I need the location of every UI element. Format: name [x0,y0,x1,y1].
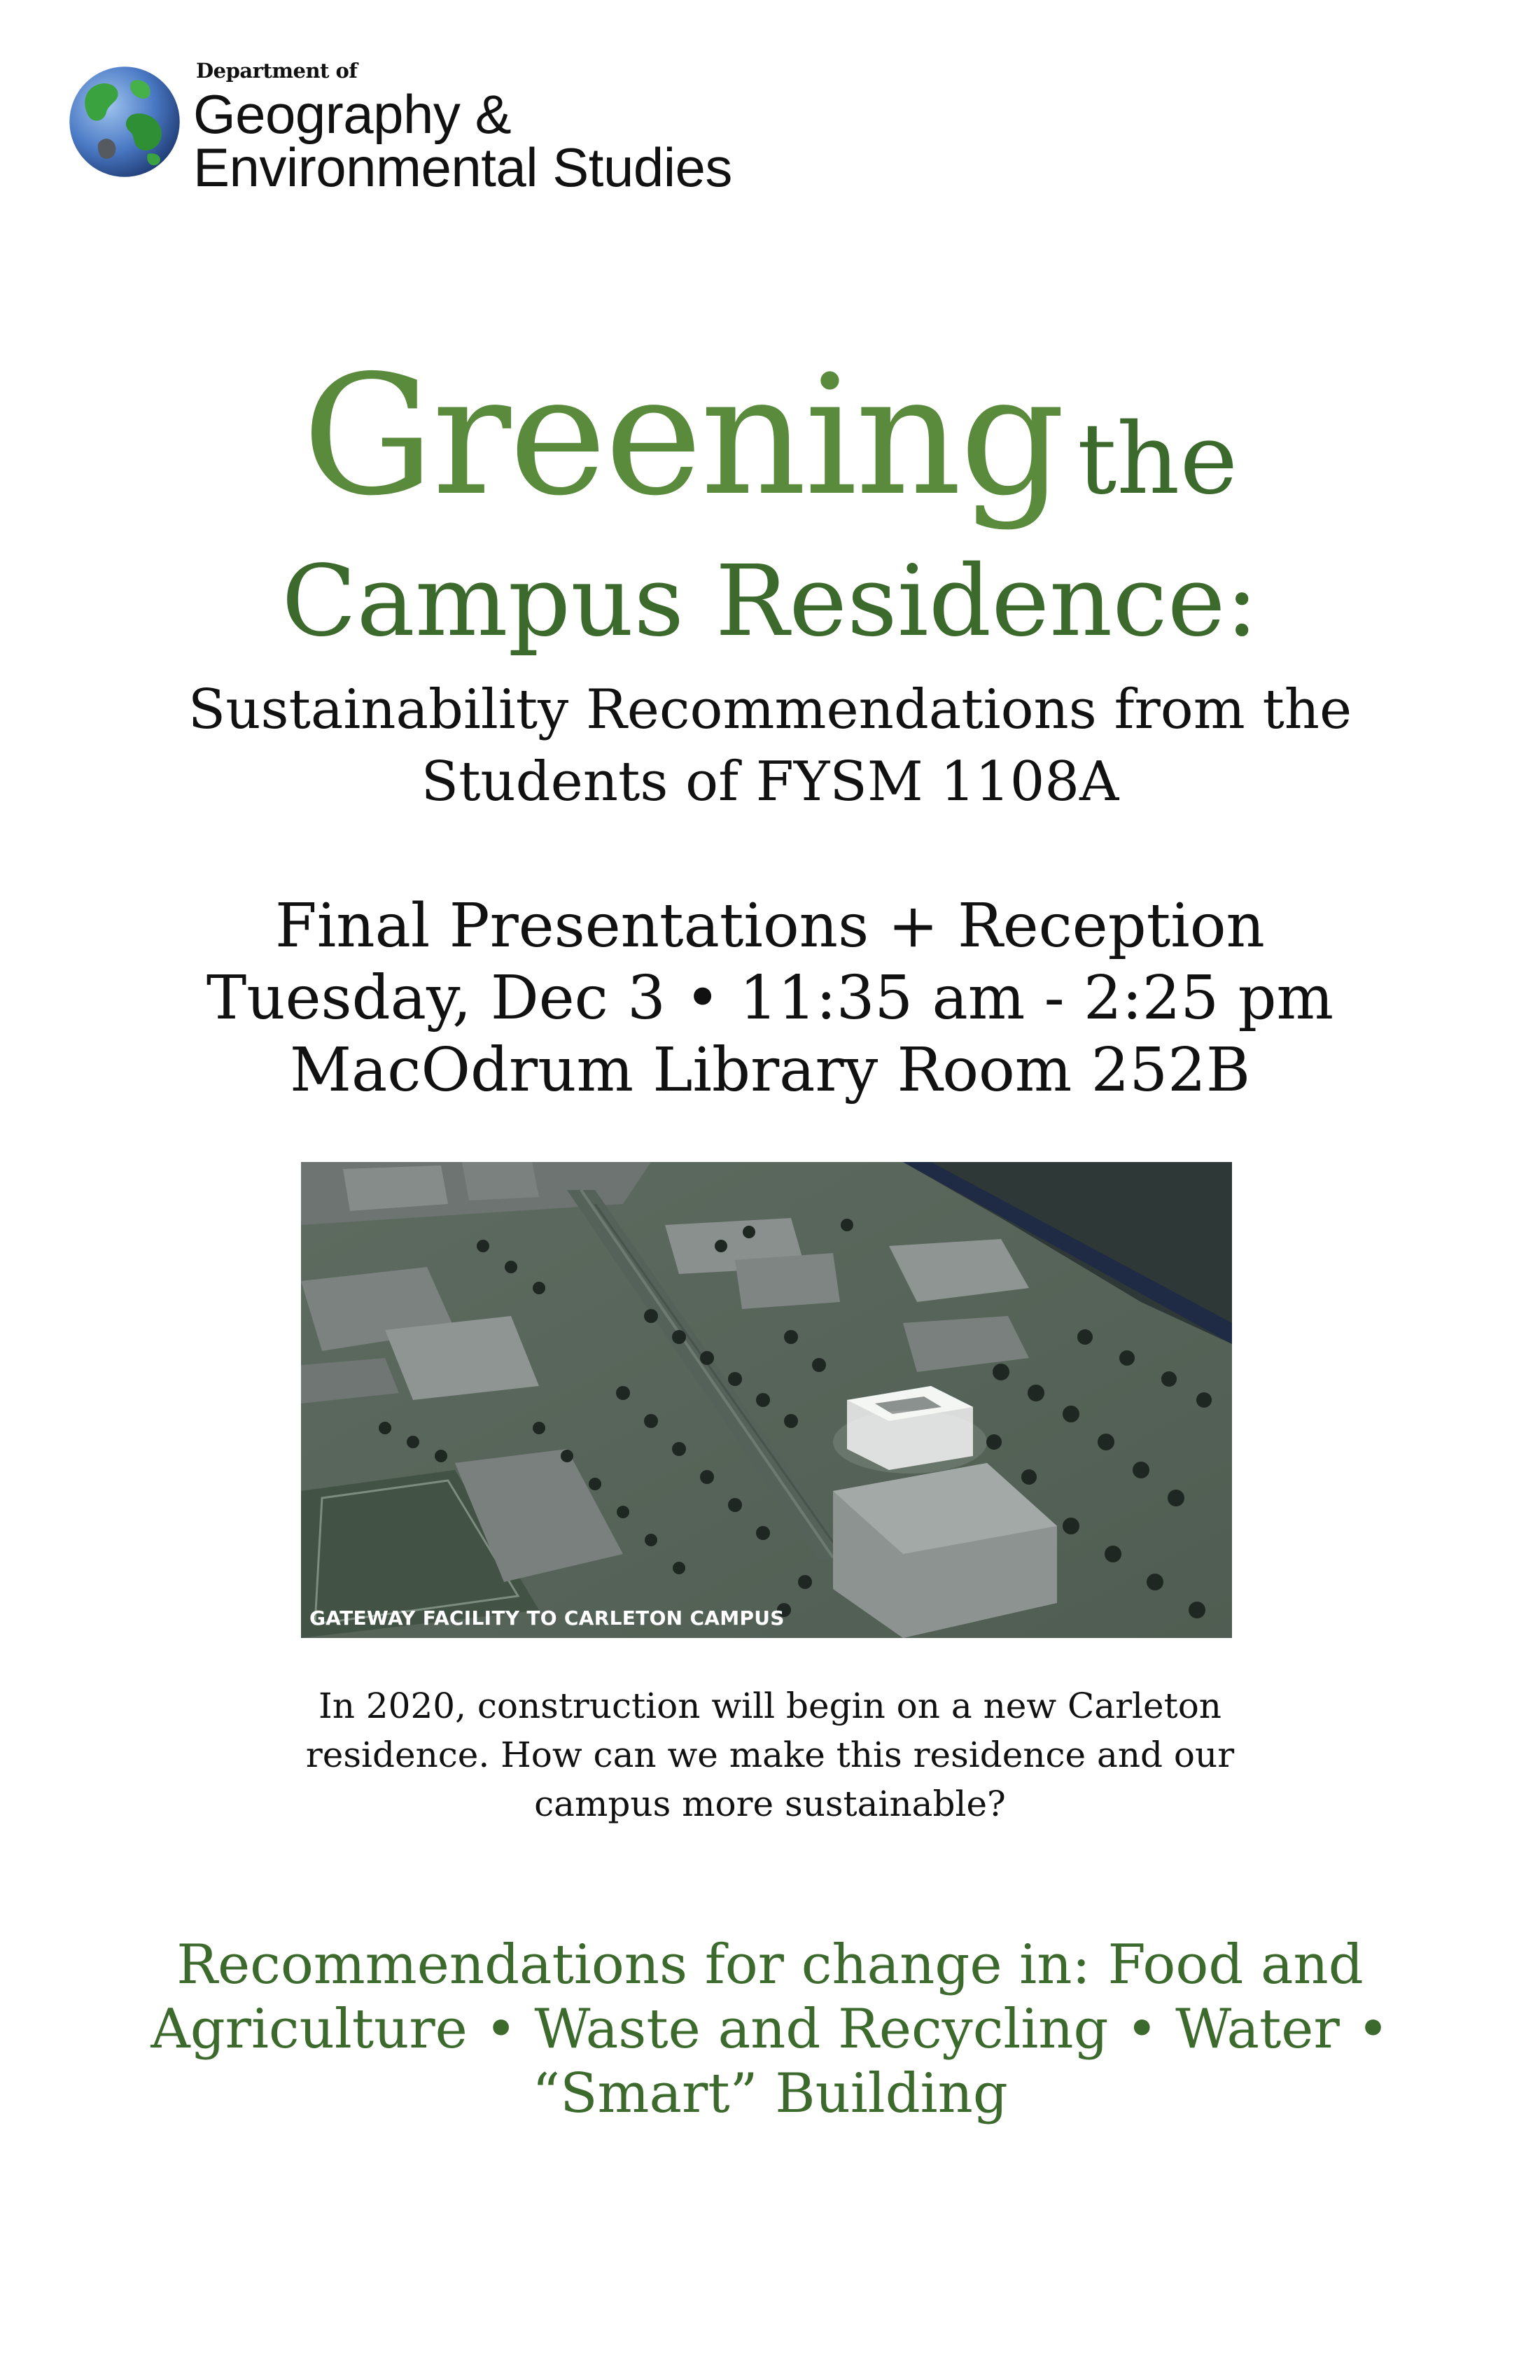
recommendations-line2: Agriculture • Waste and Recycling • Water • [150,1998,1390,2061]
title-the: the [1077,402,1238,517]
description-line2: residence. How can we make this residence and our [305,1735,1235,1775]
description-line1: In 2020, construction will begin on a new Carleton [318,1686,1222,1726]
event-date-time: Tuesday, Dec 3 • 11:35 am - 2:25 pm [206,963,1334,1033]
description-line3: campus more sustainable? [534,1784,1006,1824]
department-name-line2: Environmental Studies [193,136,732,198]
title-line1 [0,340,1540,536]
subtitle-line2: Students of FYSM 1108A [421,750,1119,813]
event-location: MacOdrum Library Room 252B [289,1035,1251,1105]
subtitle-line1: Sustainability Recommendations from the [188,678,1352,741]
image-caption: GATEWAY FACILITY TO CARLETON CAMPUS [309,1606,785,1630]
campus-aerial-illustration [301,1162,1232,1638]
globe-icon [67,64,182,179]
campus-render-image [301,1162,1232,1638]
recommendations-line1: Recommendations for change in: Food and [176,1933,1364,1996]
department-name-line1: Geography & [193,83,512,145]
title-greening: Greening [302,340,1063,532]
department-logo [67,59,837,199]
department-label: Department of [196,59,358,83]
event-title: Final Presentations + Reception [275,891,1265,961]
title-line2: Campus Residence: [281,545,1259,659]
recommendations-line3: “Smart” Building [532,2062,1008,2125]
